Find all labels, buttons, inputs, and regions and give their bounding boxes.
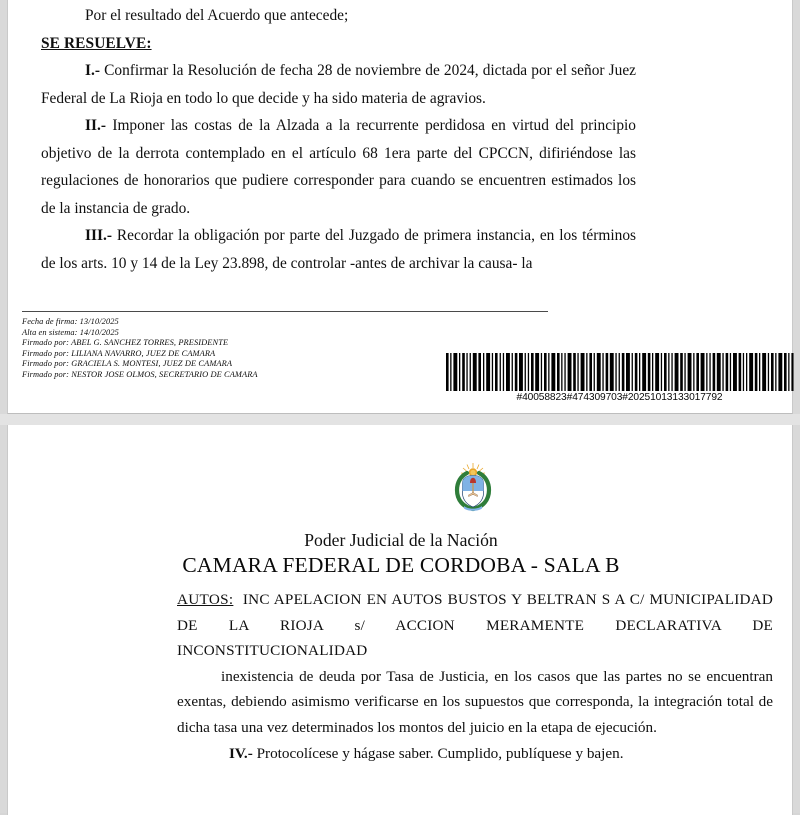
- paragraph-item-4: [177, 741, 773, 767]
- signature-line-alta-sistema: Alta en sistema: 14/10/2025: [22, 327, 119, 337]
- signature-divider-rule: [22, 311, 548, 312]
- autos-label: AUTOS:: [177, 591, 234, 608]
- paragraph-item-1: [41, 57, 636, 112]
- case-caption-paragraph: [177, 587, 773, 664]
- paragraph-item-3: [41, 222, 636, 277]
- page-separator-gap: [0, 414, 800, 425]
- argentine-coat-of-arms-icon: [451, 462, 495, 514]
- paragraph-continuation: inexistencia de deuda por Tasa de Justicia, en los casos que las partes no se encuentran exentas, debiendo asimismo verificarse en los supuestos que corresponda, la integración total de dicha tasa una vez determinados los montos del juicio en la etapa de ejecución.: [177, 667, 773, 736]
- signature-line-firmante-1: Firmado por: ABEL G. SANCHEZ TORRES, PRESIDENTE: [22, 338, 229, 348]
- document-page-1: [7, 0, 793, 414]
- page-2-body: [177, 587, 773, 766]
- barcode-icon: [445, 353, 794, 391]
- court-title: CAMARA FEDERAL DE CORDOBA - SALA B: [182, 553, 620, 577]
- page-1-body: [41, 2, 636, 277]
- document-page-2: [7, 425, 793, 815]
- barcode-container: [445, 353, 794, 403]
- signature-line-firmante-2: Firmado por: LILIANA NAVARRO, JUEZ DE CAMARA: [22, 348, 216, 358]
- item-3-text: Recordar la obligación por parte del Juzgado de primera instancia, en los términos de los arts. 10 y 14 de la Ley 23.898, de controlar -antes de archivar la causa- la: [41, 227, 636, 272]
- signature-line-firmante-3: Firmado por: GRACIELA S. MONTESI, JUEZ DE CAMARA: [22, 359, 233, 369]
- item-2-marker: II.-: [85, 117, 106, 134]
- item-4-text: Protocolícese y hágase saber. Cumplido, publíquese y bajen.: [252, 744, 624, 762]
- item-1-marker: I.-: [85, 62, 100, 79]
- paragraph-intro: Por el resultado del Acuerdo que antecede;: [85, 7, 349, 24]
- signature-line-firmante-4: Firmado por: NESTOR JOSE OLMOS, SECRETARIO DE CAMARA: [22, 369, 258, 379]
- paragraph-resuelve-heading: [41, 30, 636, 58]
- paragraph-item-2: [41, 112, 636, 222]
- signature-line-fecha-firma: Fecha de firma: 13/10/2025: [22, 317, 119, 326]
- item-1-text: Confirmar la Resolución de fecha 28 de noviembre de 2024, dictada por el señor Juez Federal de La Rioja en todo lo que decide y ha sido materia de agravios.: [41, 62, 636, 107]
- se-resuelve-heading: SE RESUELVE:: [41, 34, 152, 52]
- signature-metadata-block: [22, 317, 442, 381]
- item-3-marker: III.-: [85, 227, 112, 244]
- barcode-number-label: #40058823#474309703#20251013133017792: [516, 392, 723, 403]
- item-2-text: Imponer las costas de la Alzada a la recurrente perdidosa en virtud del principio objetivo de la derrota contemplado en el artículo 68 1era parte del CPCCN, difiriéndose las regulaciones de honorarios que pudiere corresponder para cuando se encuentren estimados los de la instancia de grado.: [41, 117, 636, 217]
- item-4-marker: IV.-: [229, 744, 253, 762]
- court-subtitle: Poder Judicial de la Nación: [304, 530, 498, 550]
- case-caption-text: INC APELACION EN AUTOS BUSTOS Y BELTRAN S A C/ MUNICIPALIDAD DE LA RIOJA s/ ACCION MERAMENTE DECLARATIVA DE INCONSTITUCIONALIDAD: [177, 591, 774, 660]
